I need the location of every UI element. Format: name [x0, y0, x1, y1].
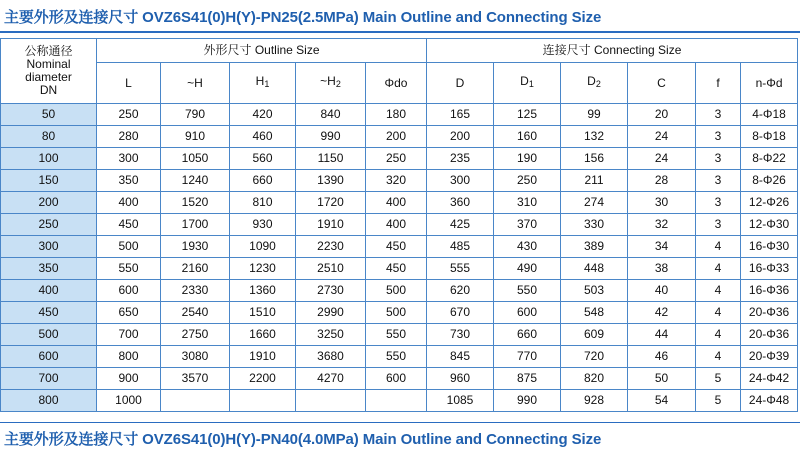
table-cell: 200 — [427, 126, 494, 148]
column-header-subscript: 1 — [528, 79, 534, 89]
table-row — [1, 280, 798, 302]
table-cell: 810 — [230, 192, 296, 214]
column-header-subscript: 2 — [335, 79, 341, 89]
table-cell: 200 — [366, 126, 427, 148]
table-cell: 5 — [696, 390, 741, 412]
dn-cell: 400 — [1, 280, 97, 302]
table-cell: 420 — [230, 104, 296, 126]
connecting-size-group-header: 连接尺寸 Connecting Size — [427, 39, 798, 63]
table-row — [1, 324, 798, 346]
dn-cell: 80 — [1, 126, 97, 148]
table-cell: 450 — [366, 236, 427, 258]
table-cell: 156 — [561, 148, 628, 170]
table-cell: 4-Φ18 — [741, 104, 798, 126]
table-cell: 600 — [494, 302, 561, 324]
dn-header-line: Nominal — [26, 57, 71, 71]
dn-cell: 150 — [1, 170, 97, 192]
table-cell: 42 — [628, 302, 696, 324]
table-cell: 555 — [427, 258, 494, 280]
table-cell: 4 — [696, 346, 741, 368]
table-cell: 16-Φ30 — [741, 236, 798, 258]
column-header — [696, 63, 741, 104]
column-header — [561, 63, 628, 104]
table-cell: 1660 — [230, 324, 296, 346]
title-rule — [0, 31, 800, 33]
table-cell: 50 — [628, 368, 696, 390]
table-cell: 99 — [561, 104, 628, 126]
table-row — [1, 192, 798, 214]
table-cell: 2230 — [296, 236, 366, 258]
dn-cell: 450 — [1, 302, 97, 324]
table-cell: 24 — [628, 148, 696, 170]
table-cell — [296, 390, 366, 412]
table-cell: 400 — [97, 192, 161, 214]
table-cell: 2160 — [161, 258, 230, 280]
table-title: 主要外形及连接尺寸 OVZ6S41(0)H(Y)-PN25(2.5MPa) Main Outline and Connecting Size — [4, 9, 602, 26]
table-cell: 4 — [696, 236, 741, 258]
column-header-label: L — [125, 75, 132, 90]
table-cell: 670 — [427, 302, 494, 324]
table-cell: 620 — [427, 280, 494, 302]
table-cell: 132 — [561, 126, 628, 148]
table-cell: 800 — [97, 346, 161, 368]
table-row — [1, 104, 798, 126]
table-cell: 820 — [561, 368, 628, 390]
table-cell: 12-Φ30 — [741, 214, 798, 236]
dn-cell: 300 — [1, 236, 97, 258]
table-cell: 2200 — [230, 368, 296, 390]
dimension-table — [0, 38, 798, 412]
table-cell: 840 — [296, 104, 366, 126]
table-cell: 250 — [366, 148, 427, 170]
column-header — [628, 63, 696, 104]
table-cell: 2990 — [296, 302, 366, 324]
table-cell: 660 — [230, 170, 296, 192]
table-cell: 1700 — [161, 214, 230, 236]
table-cell: 548 — [561, 302, 628, 324]
header-group-row — [1, 39, 798, 63]
table-cell: 12-Φ26 — [741, 192, 798, 214]
table-cell — [230, 390, 296, 412]
table-cell: 2750 — [161, 324, 230, 346]
table-cell: 928 — [561, 390, 628, 412]
table-cell: 32 — [628, 214, 696, 236]
column-header — [366, 63, 427, 104]
table-cell: 1720 — [296, 192, 366, 214]
table-cell: 3 — [696, 104, 741, 126]
dn-header-cell — [1, 39, 97, 104]
table-cell: 1520 — [161, 192, 230, 214]
table-cell: 425 — [427, 214, 494, 236]
table-cell: 560 — [230, 148, 296, 170]
table-cell: 485 — [427, 236, 494, 258]
table-cell: 990 — [296, 126, 366, 148]
table-cell: 448 — [561, 258, 628, 280]
table-cell — [161, 390, 230, 412]
table-cell: 4 — [696, 280, 741, 302]
table-cell: 2730 — [296, 280, 366, 302]
table-cell: 4 — [696, 324, 741, 346]
table-cell: 16-Φ33 — [741, 258, 798, 280]
table-row — [1, 346, 798, 368]
column-header — [161, 63, 230, 104]
table-cell: 180 — [366, 104, 427, 126]
table-cell: 250 — [97, 104, 161, 126]
table-cell: 250 — [494, 170, 561, 192]
table-row — [1, 302, 798, 324]
table-cell: 20-Φ36 — [741, 302, 798, 324]
table-cell: 450 — [366, 258, 427, 280]
table-cell: 1000 — [97, 390, 161, 412]
bottom-rule — [0, 422, 800, 423]
table-row — [1, 258, 798, 280]
table-cell: 490 — [494, 258, 561, 280]
table-cell: 3 — [696, 126, 741, 148]
table-cell: 1050 — [161, 148, 230, 170]
table-cell: 875 — [494, 368, 561, 390]
column-header-label: D — [455, 75, 465, 90]
table-cell: 960 — [427, 368, 494, 390]
column-header-label: C — [657, 75, 666, 90]
table-cell: 8-Φ26 — [741, 170, 798, 192]
table-cell: 700 — [97, 324, 161, 346]
dn-cell: 100 — [1, 148, 97, 170]
table-row — [1, 390, 798, 412]
column-header — [427, 63, 494, 104]
table-cell: 24-Φ48 — [741, 390, 798, 412]
table-row — [1, 368, 798, 390]
table-cell: 500 — [97, 236, 161, 258]
column-header — [494, 63, 561, 104]
next-table-title: 主要外形及连接尺寸 OVZ6S41(0)H(Y)-PN40(4.0MPa) Main Outline and Connecting Size — [4, 431, 602, 448]
table-cell: 165 — [427, 104, 494, 126]
table-cell: 500 — [366, 280, 427, 302]
table-cell: 38 — [628, 258, 696, 280]
table-cell: 400 — [366, 214, 427, 236]
table-cell: 790 — [161, 104, 230, 126]
table-cell: 600 — [97, 280, 161, 302]
table-cell: 4270 — [296, 368, 366, 390]
table-cell: 1085 — [427, 390, 494, 412]
table-cell: 274 — [561, 192, 628, 214]
dn-header-line: diameter — [25, 70, 72, 84]
table-cell: 4 — [696, 258, 741, 280]
table-cell: 550 — [366, 324, 427, 346]
table-cell: 8-Φ18 — [741, 126, 798, 148]
table-cell: 2540 — [161, 302, 230, 324]
table-cell: 211 — [561, 170, 628, 192]
table-cell: 125 — [494, 104, 561, 126]
table-cell: 1090 — [230, 236, 296, 258]
table-cell: 5 — [696, 368, 741, 390]
table-cell: 54 — [628, 390, 696, 412]
table-row — [1, 214, 798, 236]
table-row — [1, 126, 798, 148]
column-header — [97, 63, 161, 104]
column-header-label: Φdo — [384, 75, 408, 90]
table-cell: 600 — [366, 368, 427, 390]
table-cell: 1910 — [230, 346, 296, 368]
table-cell: 720 — [561, 346, 628, 368]
dn-cell: 600 — [1, 346, 97, 368]
column-header-label: ~H — [187, 75, 203, 90]
column-header-label: f — [716, 75, 720, 90]
column-header-label: D — [587, 74, 596, 88]
table-cell: 650 — [97, 302, 161, 324]
column-header-subscript: 2 — [595, 79, 601, 89]
table-cell: 3080 — [161, 346, 230, 368]
table-cell: 370 — [494, 214, 561, 236]
table-cell: 660 — [494, 324, 561, 346]
column-header-subscript: 1 — [264, 79, 270, 89]
table-cell: 450 — [97, 214, 161, 236]
table-cell: 730 — [427, 324, 494, 346]
dn-cell: 800 — [1, 390, 97, 412]
table-cell: 28 — [628, 170, 696, 192]
table-cell: 360 — [427, 192, 494, 214]
column-header — [296, 63, 366, 104]
table-cell: 930 — [230, 214, 296, 236]
table-cell: 320 — [366, 170, 427, 192]
column-header-label: D — [520, 74, 529, 88]
table-cell: 550 — [366, 346, 427, 368]
table-cell: 500 — [366, 302, 427, 324]
table-cell: 20-Φ39 — [741, 346, 798, 368]
dn-header-line: 公称通径 — [24, 44, 73, 58]
table-cell: 609 — [561, 324, 628, 346]
table-cell: 350 — [97, 170, 161, 192]
table-cell: 550 — [494, 280, 561, 302]
dn-cell: 500 — [1, 324, 97, 346]
table-cell: 1150 — [296, 148, 366, 170]
table-cell: 910 — [161, 126, 230, 148]
table-cell: 16-Φ36 — [741, 280, 798, 302]
table-cell: 770 — [494, 346, 561, 368]
table-cell: 46 — [628, 346, 696, 368]
table-row — [1, 236, 798, 258]
table-cell: 4 — [696, 302, 741, 324]
table-cell: 1510 — [230, 302, 296, 324]
table-cell: 2330 — [161, 280, 230, 302]
table-cell: 1230 — [230, 258, 296, 280]
dn-cell: 250 — [1, 214, 97, 236]
table-row — [1, 148, 798, 170]
outline-size-group-header: 外形尺寸 Outline Size — [97, 39, 427, 63]
table-cell: 3 — [696, 192, 741, 214]
table-cell: 20-Φ36 — [741, 324, 798, 346]
dn-cell: 350 — [1, 258, 97, 280]
table-cell: 400 — [366, 192, 427, 214]
table-cell — [366, 390, 427, 412]
table-cell: 460 — [230, 126, 296, 148]
table-cell: 1360 — [230, 280, 296, 302]
table-cell: 300 — [427, 170, 494, 192]
dn-cell: 50 — [1, 104, 97, 126]
column-header-label: H — [255, 74, 265, 88]
table-cell: 3 — [696, 170, 741, 192]
column-header-label: n-Φd — [755, 75, 783, 90]
header-column-row — [1, 63, 798, 104]
table-cell: 160 — [494, 126, 561, 148]
table-cell: 235 — [427, 148, 494, 170]
table-cell: 1910 — [296, 214, 366, 236]
dn-header-line: DN — [39, 83, 58, 97]
table-cell: 845 — [427, 346, 494, 368]
table-cell: 44 — [628, 324, 696, 346]
table-cell: 3 — [696, 214, 741, 236]
table-cell: 30 — [628, 192, 696, 214]
table-cell: 3570 — [161, 368, 230, 390]
column-header — [741, 63, 798, 104]
table-cell: 3680 — [296, 346, 366, 368]
table-cell: 503 — [561, 280, 628, 302]
table-cell: 24 — [628, 126, 696, 148]
table-cell: 24-Φ42 — [741, 368, 798, 390]
table-cell: 1240 — [161, 170, 230, 192]
dn-cell: 200 — [1, 192, 97, 214]
table-cell: 310 — [494, 192, 561, 214]
table-cell: 34 — [628, 236, 696, 258]
table-cell: 1390 — [296, 170, 366, 192]
table-cell: 389 — [561, 236, 628, 258]
table-cell: 1930 — [161, 236, 230, 258]
column-header — [230, 63, 296, 104]
table-cell: 8-Φ22 — [741, 148, 798, 170]
table-cell: 3 — [696, 148, 741, 170]
dn-cell: 700 — [1, 368, 97, 390]
table-cell: 550 — [97, 258, 161, 280]
table-row — [1, 170, 798, 192]
table-cell: 40 — [628, 280, 696, 302]
table-cell: 330 — [561, 214, 628, 236]
table-cell: 2510 — [296, 258, 366, 280]
table-cell: 190 — [494, 148, 561, 170]
table-cell: 280 — [97, 126, 161, 148]
table-cell: 430 — [494, 236, 561, 258]
column-header-label: ~H — [320, 74, 336, 88]
table-cell: 300 — [97, 148, 161, 170]
table-cell: 20 — [628, 104, 696, 126]
table-cell: 3250 — [296, 324, 366, 346]
table-cell: 900 — [97, 368, 161, 390]
table-cell: 990 — [494, 390, 561, 412]
